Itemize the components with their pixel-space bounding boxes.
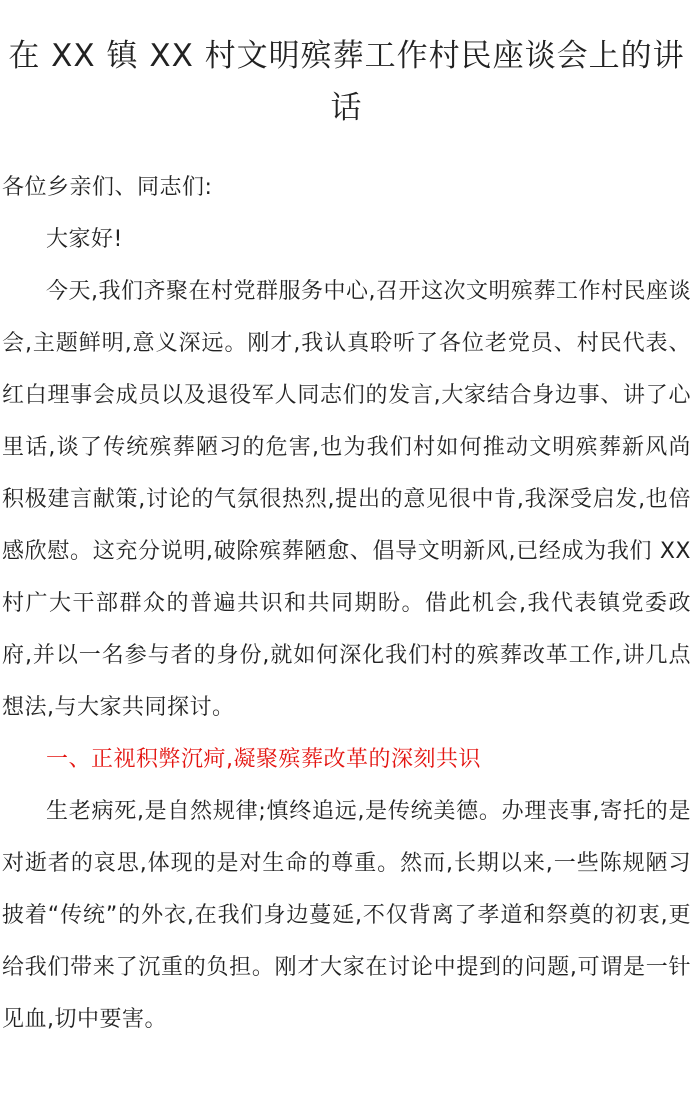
paragraph-opening: 今天,我们齐聚在村党群服务中心,召开这次文明殡葬工作村民座谈会,主题鲜明,意义深远。刚才,我认真聆听了各位老党员、村民代表、红白理事会成员以及退役军人同志们的发言,大家结合身边事、讲了心里话,谈了传统殡葬陋习的危害,也为我们村如何推动文明殡葬新风尚积极建言献策,讨论的气氛很热烈,提出的意见很中肯,我深受启发,也倍感欣慰。这充分说明,破除殡葬陋愈、倡导文明新风,已经成为我们 XX 村广大干部群众的普遍共识和共同期盼。借此机会,我代表镇党委政府,并以一名参与者的身份,就如何深化我们村的殡葬改革工作,讲几点想法,与大家共同探讨。 <box>2 279 691 720</box>
document-body <box>2 162 691 1046</box>
greeting: 大家好! <box>46 227 123 252</box>
salutation: 各位乡亲们、同志们: <box>2 175 213 200</box>
paragraph-section-1: 生老病死,是自然规律;慎终追远,是传统美德。办理丧事,寄托的是对逝者的哀思,体现的是对生命的尊重。然而,长期以来,一些陈规陋习披着“传统”的外衣,在我们身边蔓延,不仅背离了孝道和祭奠的初衷,更给我们带来了沉重的负担。刚才大家在讨论中提到的问题,可谓是一针见血,切中要害。 <box>2 799 691 1032</box>
section-heading: 一、正视积弊沉疴,凝聚殡葬改革的深刻共识 <box>46 747 481 772</box>
document-title: 在 XX 镇 XX 村文明殡葬工作村民座谈会上的讲话 <box>8 38 685 126</box>
